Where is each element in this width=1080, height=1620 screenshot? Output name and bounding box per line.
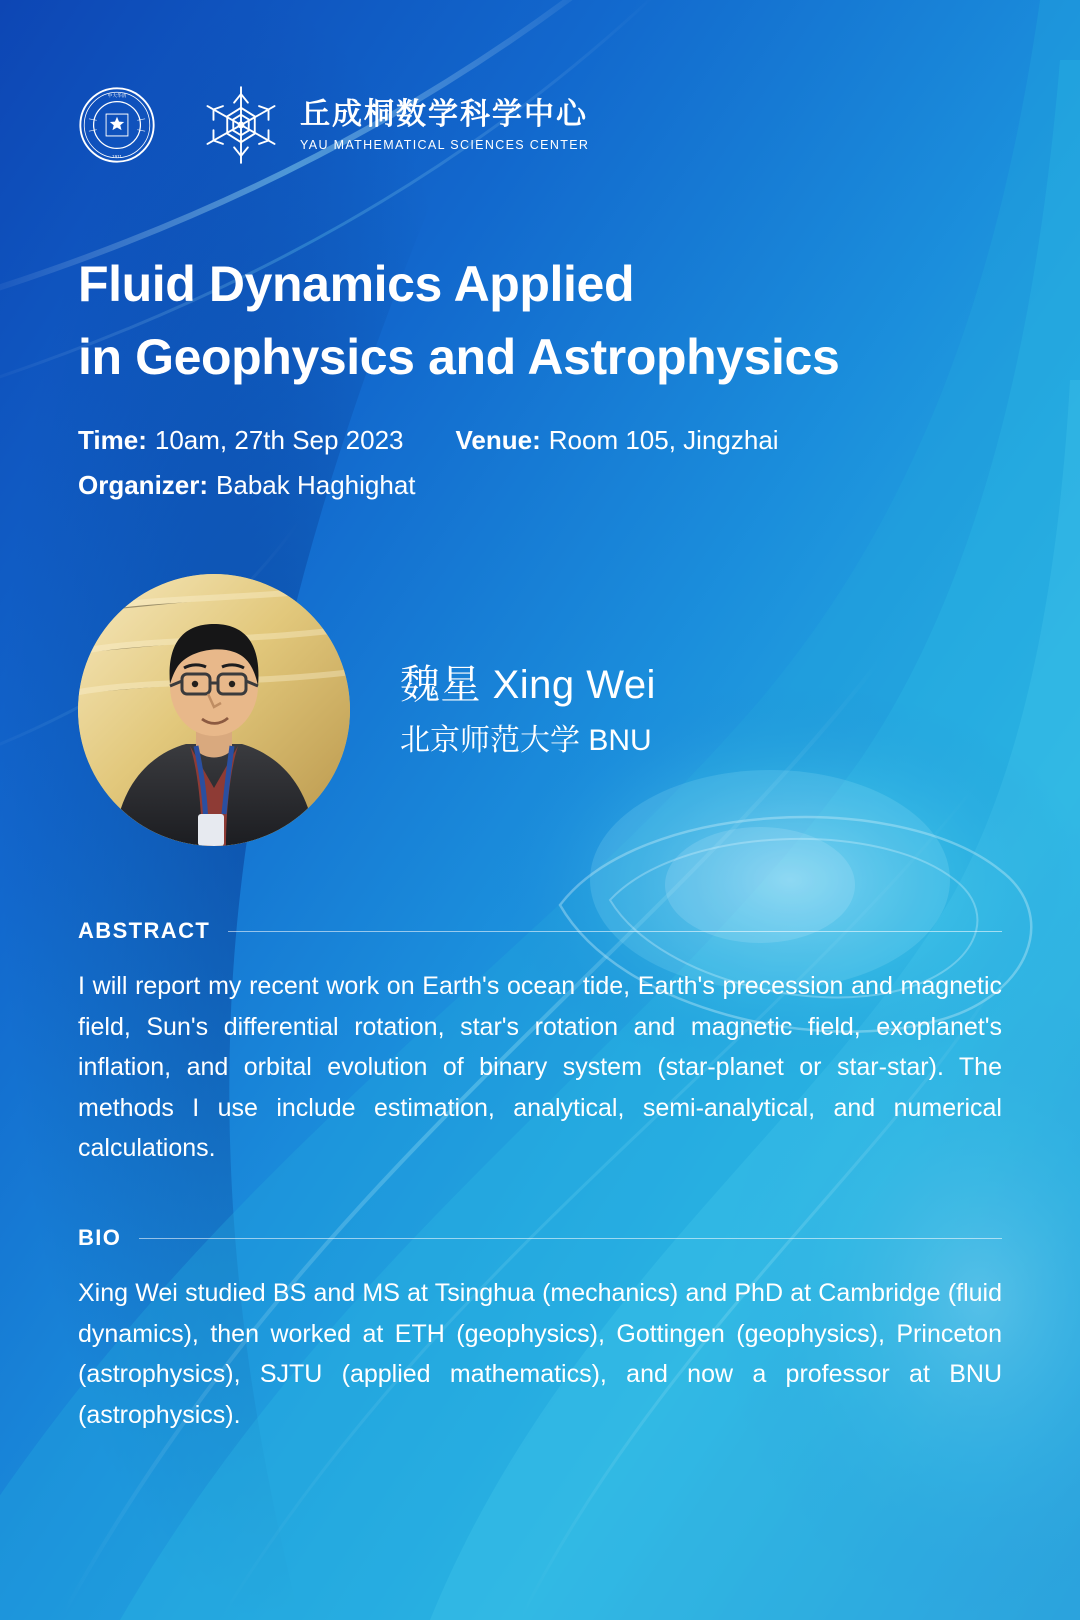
abstract-heading: ABSTRACT [78,918,211,943]
speaker-info [400,658,656,762]
speaker-portrait [78,574,350,846]
speaker-portrait-illustration [78,574,350,846]
speaker-name: 魏星 Xing Wei [400,663,656,707]
title-line-2: in Geophysics and Astrophysics [78,328,840,385]
center-name-block [300,98,589,152]
organizer-value: Babak Haghighat [216,469,416,500]
bio-text: Xing Wei studied BS and MS at Tsinghua (mechanics) and PhD at Cambridge (fluid dynamics), then worked at ETH (geophysics), Gottingen (geophysics), Princeton (astrophysics), SJTU (applied mathematics), and now a professor at BNU (astrophysics). [78,1279,1002,1429]
speaker-affiliation: 北京师范大学 BNU [400,724,652,757]
organizer-label: Organizer: [78,469,209,500]
bio-heading: BIO [78,1225,122,1250]
time-label: Time: [78,425,147,455]
event-meta [78,418,998,507]
svg-text:· 1911 ·: · 1911 · [109,153,125,159]
svg-text:中大华清: 中大华清 [107,92,127,98]
center-name-en: YAU MATHEMATICAL SCIENCES CENTER [300,137,590,152]
ymsc-snowflake-logo-icon [198,82,284,168]
center-name-cn: 丘成桐数学科学中心 [300,98,588,132]
meta-row-time-venue [78,418,998,463]
bio-section [78,1225,1002,1435]
abstract-divider [228,931,1002,932]
abstract-text: I will report my recent work on Earth's ocean tide, Earth's precession and magnetic field, Sun's differential rotation, star's rotation and magnetic field, exoplanet's inflation, and orbital evolution of binary system (star-planet or star-star). The methods I use include estimation, analytical, semi-analytical, and numerical calculations. [78,972,1002,1162]
meta-row-organizer [78,463,998,508]
header-logos [78,82,589,168]
title-line-1: Fluid Dynamics Applied [78,256,635,312]
bio-heading-row [78,1225,1002,1251]
speaker-block [78,560,998,860]
page-title [78,248,978,393]
bio-divider [139,1238,1002,1239]
venue-value: Room 105, Jingzhai [548,425,779,455]
tsinghua-university-seal-icon [78,86,156,164]
venue-label: Venue: [455,425,541,455]
abstract-section [78,918,1002,1169]
time-value: 10am, 27th Sep 2023 [154,425,404,455]
abstract-heading-row [78,918,1002,944]
